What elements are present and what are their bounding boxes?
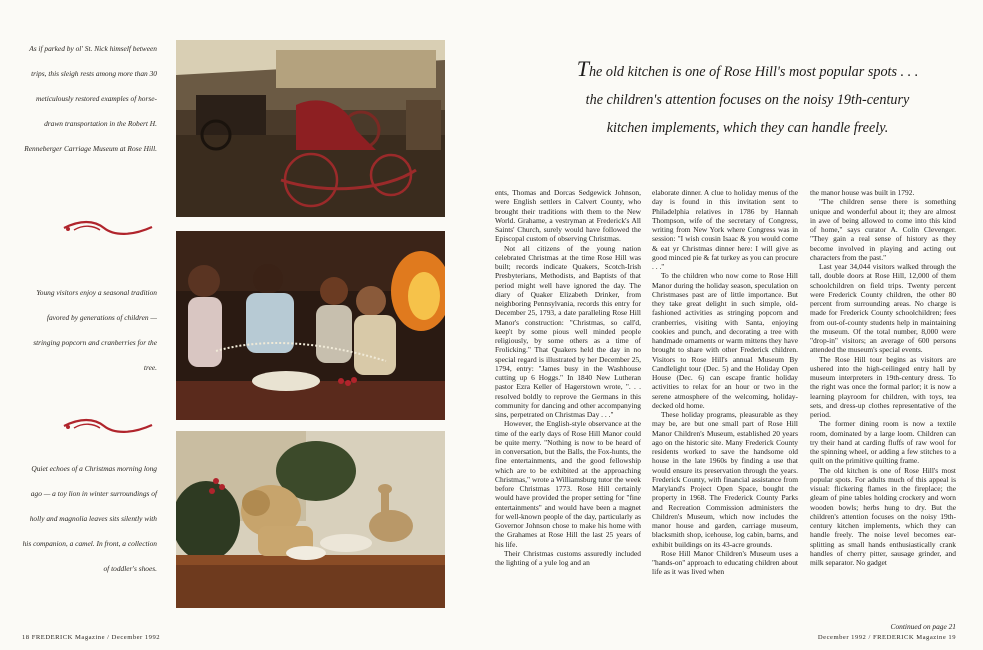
- pull-quote: [575, 55, 920, 142]
- paragraph: elaborate dinner. A clue to holiday menus of the day is found in this invitation sent to Philadelphia relatives in 1786 by Hannah Thompson, wife of the secretary of Congress, writing from New York where Congress was in session: "I wish cousin Isaac & you would come & eat yr Christmas dinner here: I will give as good minced pie & fat turkey as you can procure . . .": [652, 188, 798, 271]
- paragraph: However, the English-style observance at the time of the early days of Rose Hill Manor could be quite merry. "Nothing is now to be heard of in conversation, but the Balls, the Fox-hunts, the fine entertainments, and the good fellowship which are to be exhibited at the approaching Christmas," wrote a Williamsburg tutor the week before Christmas 1773. Rose Hill certainly would have provided the proper setting for "fine entertainments" and would have been a magnet for well-known people of the day, particularly as Governor Johnson chose to make his home with the Grahames at Rose Hill the last 25 years of his life.: [495, 419, 641, 549]
- flourish-ornament: [60, 416, 156, 436]
- paragraph: These holiday programs, pleasurable as they may be, are but one small part of Rose Hill Manor Children's Museum, established 20 years ago on the historic site. Many Frederick County residents worked to save the handsome old house in the late 1960s by finding a use that would ensure its preservation through the years. Frederick County, with financial assistance from Maryland's Project Open Space, bought the property in 1968. The Frederick County Parks and Recreation Commission administers the Children's Museum, which now includes the manor house and garden, carriage museum, blacksmith shop, icehouse, log cabin, barns, and exhibit buildings on its 43-acre grounds.: [652, 410, 798, 549]
- paragraph: the manor house was built in 1792.: [810, 188, 915, 197]
- paragraph: The old kitchen is one of Rose Hill's most popular spots. For adults much of this appeal is visual: flickering flames in the fireplace; the gleam of pine tables holding crockery and worn wooden bowls; herbs hung to dry. But the children's attention focuses on the noisy 19th-century kitchen implements, which they can handle freely. The noise level becomes ear-splitting as small hands enthusiastically crank handles of cherry pitter, sausage grinder, and milk separator. No gadget: [810, 465, 956, 567]
- caption-sleigh: As if parked by ol' St. Nick himself between trips, this sleigh rests among more than 30 meticulously restored examples of horse-drawn transportation in the Robert H. Renneberger Carriage Museum at Rose Hill.: [24, 44, 157, 153]
- paragraph: To the children who now come to Rose Hill Manor during the holiday season, speculation on Christmases past are of little importance. But they take great delight in such simple, old-fashioned activities as stringing popcorn and cranberries, visiting with Santa, enjoying cookies and punch, and decorating a tree with handmade ornaments or warm mittens they have brought to share with other Frederick children. Visitors to Rose Hill's annual Museum By Candlelight tour (Dec. 5) and the Holiday Open House (Dec. 6) can escape frantic holiday activities to relax for an hour or two in the serene atmosphere of the welcoming, holiday-decked old home.: [652, 271, 798, 410]
- paragraph: Last year 34,044 visitors walked through the tall, double doors at Rose Hill, 12,000 of them schoolchildren on field trips. Twenty percent were Frederick County children, the other 80 percent from surrounding areas. No charge is made for Frederick County schoolchildren; fees from out-of-county students help in maintaining the museum. Of the total number, 8,000 were "drop-in" visitors; an average of 600 persons attended the museum's special events.: [810, 262, 956, 355]
- photo-carriage-museum: [176, 40, 445, 217]
- paragraph: Their Christmas customs assuredly included the lighting of a yule log and an: [495, 548, 641, 567]
- flourish-ornament: [60, 218, 156, 238]
- paragraph: The former dining room is now a textile room, dominated by a large loom. Children can try their hand at carding fluffs of raw wool for the spinning wheel, or adding a few stitches to a quilt on the primitive quilting frame.: [810, 419, 956, 466]
- article-column-1: [495, 188, 641, 628]
- paragraph: "The children sense there is something unique and wonderful about it; they are almost in awe of being allowed to come into this kind of home," says curator A. Colin Clevenger. "They gain a real sense of history as they become involved in playing and acting out characters from the past.": [810, 197, 956, 262]
- paragraph: Not all citizens of the young nation celebrated Christmas at the time Rose Hill was built; records indicate Quakers, Scotch-Irish Presbyterians, Methodists, and Baptists of that period might well have ignored the day. The diary of Quaker Elizabeth Drinker, from neighboring Pennsylvania, records this entry for December 25, 1793, a date paralleling Rose Hill Manor's construction: "Christmas, so call'd, keep't by some pious well minded people religiously, by some others as a time of Frolicking." That Quakers held the day in no special regard is illustrated by her December 25, 1794, entry: "James busy in the Washhouse cutting up 6 Hoggs." In 1840 New Lutheran pastor Ezra Keller of Hagerstown wrote, ". . . resolved boldly to reprove the Germans in this community for dancing and other accompanying sins, perpetrated on Christmas Day . . .": [495, 243, 641, 419]
- folio-right: December 1992 / FREDERICK Magazine 19: [817, 634, 956, 641]
- pull-quote-dropcap: T: [576, 56, 589, 81]
- pull-quote-text: he old kitchen is one of Rose Hill's most popular spots . . . the children's attention focuses on the noisy 19th-century kitchen implements, which they can handle freely.: [585, 64, 919, 136]
- paragraph: ents, Thomas and Dorcas Sedgewick Johnson, were English settlers in Calvert County, who brought their traditions with them to the New World. Grahame, a vestryman at Frederick's All Saints' Church, surely would have followed the Episcopal custom of observing Christmas.: [495, 188, 641, 244]
- photo-children-popcorn: [176, 231, 445, 420]
- article-column-2: [652, 188, 798, 628]
- paragraph: The Rose Hill tour begins as visitors are ushered into the high-ceilinged entry hall by museum interpreters in 19th-century dress. To the right was once the formal parlor; it is now a learning playroom for children, with toys, tea sets, and dress-up clothes representative of the period.: [810, 354, 956, 419]
- article-column-3: [810, 188, 956, 620]
- paragraph: Rose Hill Manor Children's Museum uses a "hands-on" approach to educating children about life as it was lived when: [652, 548, 798, 577]
- photo-toy-lion-camel: [176, 431, 445, 608]
- caption-popcorn: Young visitors enjoy a seasonal tradition favored by generations of children — stringing popcorn and cranberries for the tree.: [33, 288, 157, 372]
- continued-note: Continued on page 21: [890, 622, 956, 631]
- folio-left: 18 FREDERICK Magazine / December 1992: [22, 634, 161, 641]
- caption-toy-lion: Quiet echoes of a Christmas morning long ago — a toy lion in winter surroundings of holly and magnolia leaves sits silently with his companion, a camel. In front, a collection of toddler's shoes.: [22, 464, 157, 573]
